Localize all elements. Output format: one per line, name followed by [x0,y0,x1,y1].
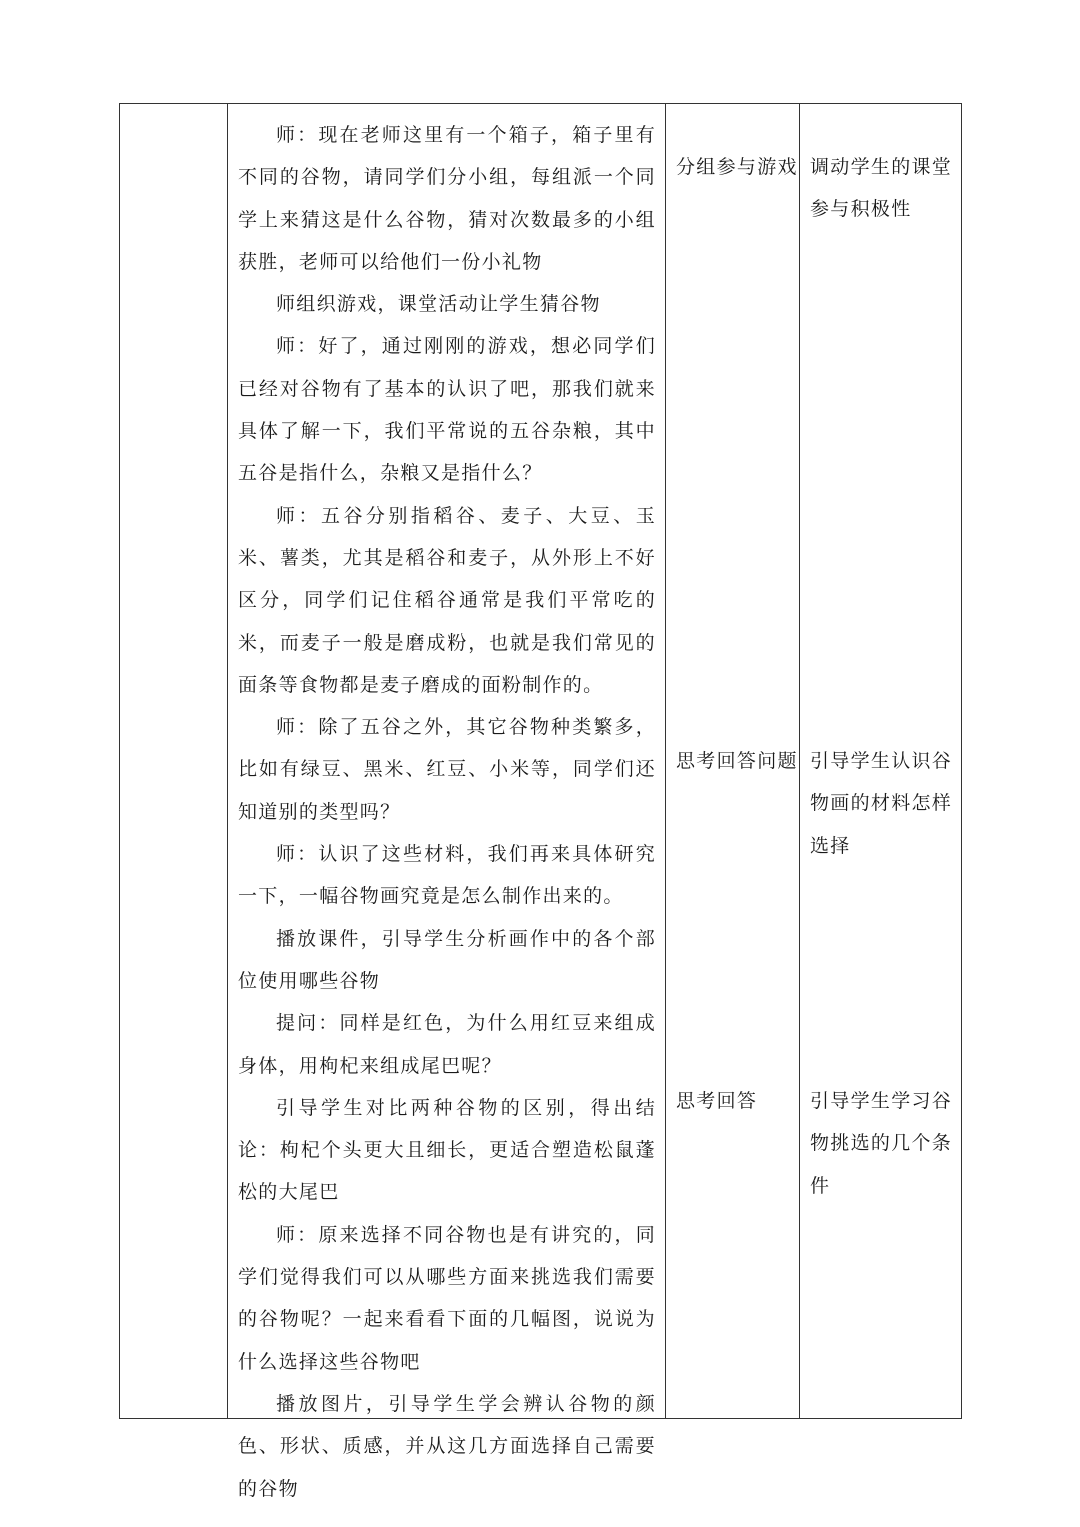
teacher-activity-cell [228,104,666,1500]
lesson-plan-table [119,103,962,1500]
paragraph: 师：除了五谷之外，其它谷物种类繁多，比如有绿豆、黑米、红豆、小米等，同学们还知道别的类型吗？ [238,716,656,823]
paragraph: 师：好了，通过刚刚的游戏，想必同学们已经对谷物有了基本的认识了吧，那我们就来具体了解一下，我们平常说的五谷杂粮，其中五谷是指什么，杂粮又是指什么？ [238,335,656,485]
student-activity-text: 思考回答 [676,1090,758,1112]
student-activity-text: 分组参与游戏 [676,156,798,178]
design-intent-text: 引导学生学习谷物挑选的几个条件 [810,1090,953,1197]
paragraph: 师：现在老师这里有一个箱子，箱子里有不同的谷物，请同学们分小组，每组派一个同学上来猜这是什么谷物，猜对次数最多的小组获胜，老师可以给他们一份小礼物 [238,124,656,273]
paragraph: 播放图片，引导学生学会辨认谷物的颜色、形状、质感，并从这几方面选择自己需要的谷物 [238,1392,656,1500]
paragraph: 师组织游戏，课堂活动让学生猜谷物 [276,293,601,316]
paragraph: 师：认识了这些材料，我们再来具体研究一下，一幅谷物画究竟是怎么制作出来的。 [238,843,656,908]
paragraph: 师：原来选择不同谷物也是有讲究的，同学们觉得我们可以从哪些方面来挑选我们需要的谷物呢？一起来看看下面的几幅图，说说为什么选择这些谷物吧 [238,1223,656,1373]
paragraph: 提问：同样是红色，为什么用红豆来组成身体，用枸杞来组成尾巴呢？ [238,1012,656,1077]
stage-cell [120,104,227,1418]
design-intent-text: 调动学生的课堂参与积极性 [810,156,953,221]
paragraph: 播放课件，引导学生分析画作中的各个部位使用哪些谷物 [238,927,656,992]
student-activity-text: 思考回答问题 [676,750,798,772]
design-intent-text: 引导学生认识谷物画的材料怎样选择 [810,750,953,857]
paragraph: 师：五谷分别指稻谷、麦子、大豆、玉米、薯类，尤其是稻谷和麦子，从外形上不好区分，同学们记住稻谷通常是我们平常吃的米，而麦子一般是磨成粉，也就是我们常见的面条等食物都是麦子磨成的面粉制作的。 [238,504,656,696]
paragraph: 引导学生对比两种谷物的区别，得出结论：枸杞个头更大且细长，更适合塑造松鼠蓬松的大尾巴 [238,1096,656,1204]
